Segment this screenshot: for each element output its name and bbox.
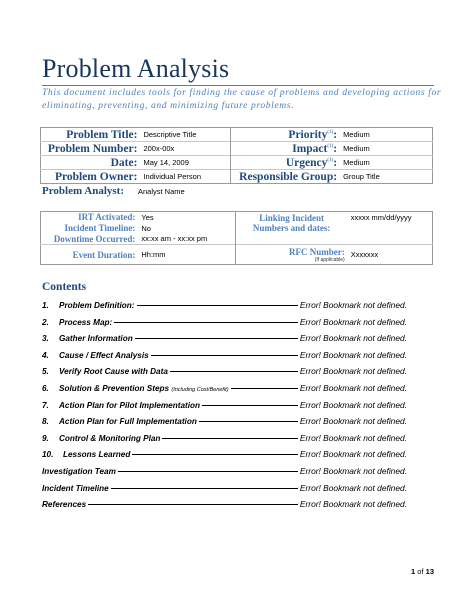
- toc-entry-title: Lessons Learned: [63, 450, 131, 460]
- toc-leader-line: [118, 471, 298, 472]
- toc-entry[interactable]: [42, 300, 407, 317]
- impact-note-mark: (1): [327, 143, 334, 149]
- toc-entry-text: [59, 367, 168, 376]
- rfc-number-label: RFC Number:: [288, 246, 345, 257]
- toc-entry-page-ref: Error! Bookmark not defined.: [299, 432, 407, 443]
- toc-entry[interactable]: [42, 400, 407, 417]
- toc-entry-number: 3.: [42, 334, 49, 344]
- problem-owner-value[interactable]: Individual Person: [140, 170, 230, 184]
- urgency-note-mark: (1): [327, 157, 334, 163]
- toc-entry[interactable]: [42, 383, 407, 400]
- urgency-label-text: Urgency: [285, 156, 328, 169]
- incident-timeline-label: Incident Timeline:: [64, 223, 136, 233]
- document-title: Problem Analysis: [42, 54, 230, 83]
- urgency-colon: :: [333, 156, 338, 169]
- toc-leader-line: [202, 405, 298, 406]
- toc-entry-text: [59, 301, 135, 310]
- priority-label-text: Priority: [288, 128, 328, 141]
- page-of: of: [417, 567, 424, 576]
- irt-activated-value[interactable]: Yes: [141, 212, 154, 222]
- problem-analyst-value[interactable]: Analyst Name: [138, 187, 185, 196]
- impact-value[interactable]: Medium: [340, 142, 432, 156]
- toc-entry-title: Control & Monitoring Plan: [59, 433, 161, 443]
- toc-entry-text: [63, 450, 130, 459]
- linking-incident-label: [235, 212, 348, 245]
- problem-title-label: Problem Title:: [66, 128, 138, 141]
- toc-entry[interactable]: [42, 483, 407, 500]
- problem-owner-label: Problem Owner:: [41, 170, 141, 184]
- rfc-number-note: (If applicable): [314, 256, 345, 263]
- toc-leader-line: [199, 421, 298, 422]
- toc-leader-line: [231, 388, 298, 389]
- toc-leader-line: [88, 504, 298, 505]
- problem-title-value[interactable]: Descriptive Title: [143, 130, 197, 139]
- toc-entry-title: Cause / Effect Analysis: [59, 350, 149, 360]
- urgency-label: [230, 156, 340, 170]
- priority-value[interactable]: Medium: [343, 130, 370, 139]
- toc-entry-title: Action Plan for Pilot Implementation: [59, 400, 201, 410]
- toc-entry-number: 5.: [42, 367, 49, 377]
- toc-entry-number: 2.: [42, 317, 49, 327]
- contents-heading: Contents: [42, 281, 87, 293]
- toc-entry-title: Verify Root Cause with Data: [59, 367, 168, 377]
- responsible-group-label: Responsible Group:: [230, 170, 340, 184]
- problem-number-label: Problem Number:: [41, 142, 141, 156]
- toc-entry-number: 8.: [42, 417, 49, 427]
- irt-activated-label: IRT Activated:: [78, 212, 136, 223]
- toc-leader-line: [162, 438, 298, 439]
- priority-label: [230, 128, 340, 142]
- toc-entry-text: [59, 351, 149, 360]
- incident-info-table: [40, 211, 433, 265]
- event-duration-value[interactable]: Hh:mm: [138, 245, 235, 265]
- toc-entry-number: 9.: [42, 433, 49, 443]
- rfc-number-label-cell: [235, 245, 348, 265]
- impact-colon: :: [333, 142, 338, 155]
- page-total: 13: [425, 567, 434, 576]
- toc-entry-number: 1.: [42, 301, 49, 310]
- toc-entry-text: [59, 401, 200, 410]
- toc-entry-page-ref: Error! Bookmark not defined.: [299, 449, 407, 460]
- toc-entry-text: [59, 384, 229, 393]
- toc-leader-line: [151, 355, 298, 356]
- toc-entry-title: Incident Timeline: [42, 483, 109, 493]
- rfc-number-value[interactable]: Xxxxxxx: [348, 245, 433, 265]
- toc-entry[interactable]: [42, 333, 407, 350]
- toc-entry-page-ref: Error! Bookmark not defined.: [299, 465, 407, 476]
- toc-entry-number: 4.: [42, 350, 49, 360]
- priority-note-mark: (1): [327, 129, 334, 135]
- toc-leader-line: [111, 488, 298, 489]
- urgency-value[interactable]: Medium: [340, 156, 432, 170]
- toc-entry-page-ref: Error! Bookmark not defined.: [299, 399, 407, 410]
- toc-entry[interactable]: [42, 466, 407, 483]
- toc-entry-page-ref: Error! Bookmark not defined.: [299, 499, 407, 510]
- toc-entry-text: [59, 334, 133, 343]
- problem-analyst-label: Problem Analyst:: [42, 185, 124, 197]
- toc-entry-page-ref: Error! Bookmark not defined.: [299, 316, 407, 327]
- toc-entry[interactable]: [42, 350, 407, 367]
- toc-leader-line: [135, 338, 298, 339]
- toc-entry-text: [59, 434, 160, 443]
- problem-analyst-row: [42, 181, 185, 199]
- toc-entry-title: Process Map:: [59, 317, 113, 327]
- toc-entry[interactable]: [42, 499, 407, 516]
- impact-label: [230, 142, 340, 156]
- toc-entry-page-ref: Error! Bookmark not defined.: [299, 333, 407, 344]
- toc-leader-line: [137, 305, 298, 306]
- toc-entry-page-ref: Error! Bookmark not defined.: [299, 482, 407, 493]
- event-duration-label: Event Duration:: [41, 245, 139, 265]
- toc-entry-title: References: [42, 500, 87, 510]
- toc-entry-page-ref: Error! Bookmark not defined.: [299, 349, 407, 360]
- toc-entry-title: Problem Definition:: [59, 301, 135, 310]
- toc-entry-page-ref: Error! Bookmark not defined.: [299, 416, 407, 427]
- toc-entry-title: Investigation Team: [42, 466, 116, 476]
- toc-entry-text: [42, 484, 109, 493]
- table-of-contents: [42, 300, 407, 516]
- priority-colon: :: [333, 128, 338, 141]
- toc-entry[interactable]: [42, 449, 407, 466]
- date-label: Date:: [41, 156, 141, 170]
- downtime-label: Downtime Occurred:: [53, 233, 136, 244]
- toc-entry-text: [59, 318, 112, 327]
- toc-entry[interactable]: [42, 366, 407, 383]
- toc-entry-title: Solution & Prevention Steps: [59, 383, 172, 393]
- toc-entry-note: (Including Cost/Benefit): [171, 386, 229, 393]
- linking-incident-label-line1: Linking Incident: [259, 213, 325, 223]
- toc-entry-title: Gather Information: [59, 334, 133, 344]
- impact-label-text: Impact: [292, 142, 328, 155]
- toc-entry[interactable]: [42, 317, 407, 334]
- toc-leader-line: [114, 322, 298, 323]
- toc-entry[interactable]: [42, 433, 407, 450]
- page-current: 1: [411, 567, 416, 576]
- toc-entry-page-ref: Error! Bookmark not defined.: [299, 382, 407, 393]
- incident-timeline-value[interactable]: No: [141, 223, 151, 233]
- document-subtitle: This document includes tools for finding the cause of problems and developing actions for eliminating, preventing, and minimizing future problems.: [42, 87, 442, 111]
- toc-entry-number: 6.: [42, 383, 49, 393]
- toc-entry-page-ref: Error! Bookmark not defined.: [299, 366, 407, 377]
- toc-entry-text: [59, 417, 197, 426]
- linking-incident-value[interactable]: xxxxx mm/dd/yyyy: [350, 213, 412, 222]
- problem-number-value[interactable]: 200x-00x: [140, 142, 230, 156]
- toc-leader-line: [132, 454, 298, 455]
- toc-entry-text: [42, 500, 86, 509]
- toc-leader-line: [170, 371, 298, 372]
- toc-entry-number: 10.: [42, 450, 54, 460]
- downtime-value[interactable]: xx:xx am - xx:xx pm: [141, 234, 208, 244]
- date-value[interactable]: May 14, 2009: [140, 156, 230, 170]
- toc-entry[interactable]: [42, 416, 407, 433]
- linking-incident-label-line2: Numbers and dates:: [252, 223, 331, 233]
- page-indicator: [411, 567, 434, 576]
- toc-entry-title: Action Plan for Full Implementation: [59, 417, 197, 427]
- responsible-group-value[interactable]: Group Title: [340, 170, 432, 184]
- toc-entry-text: [42, 467, 116, 476]
- toc-entry-page-ref: Error! Bookmark not defined.: [299, 300, 407, 310]
- toc-entry-number: 7.: [42, 400, 49, 410]
- problem-info-table: [40, 127, 433, 184]
